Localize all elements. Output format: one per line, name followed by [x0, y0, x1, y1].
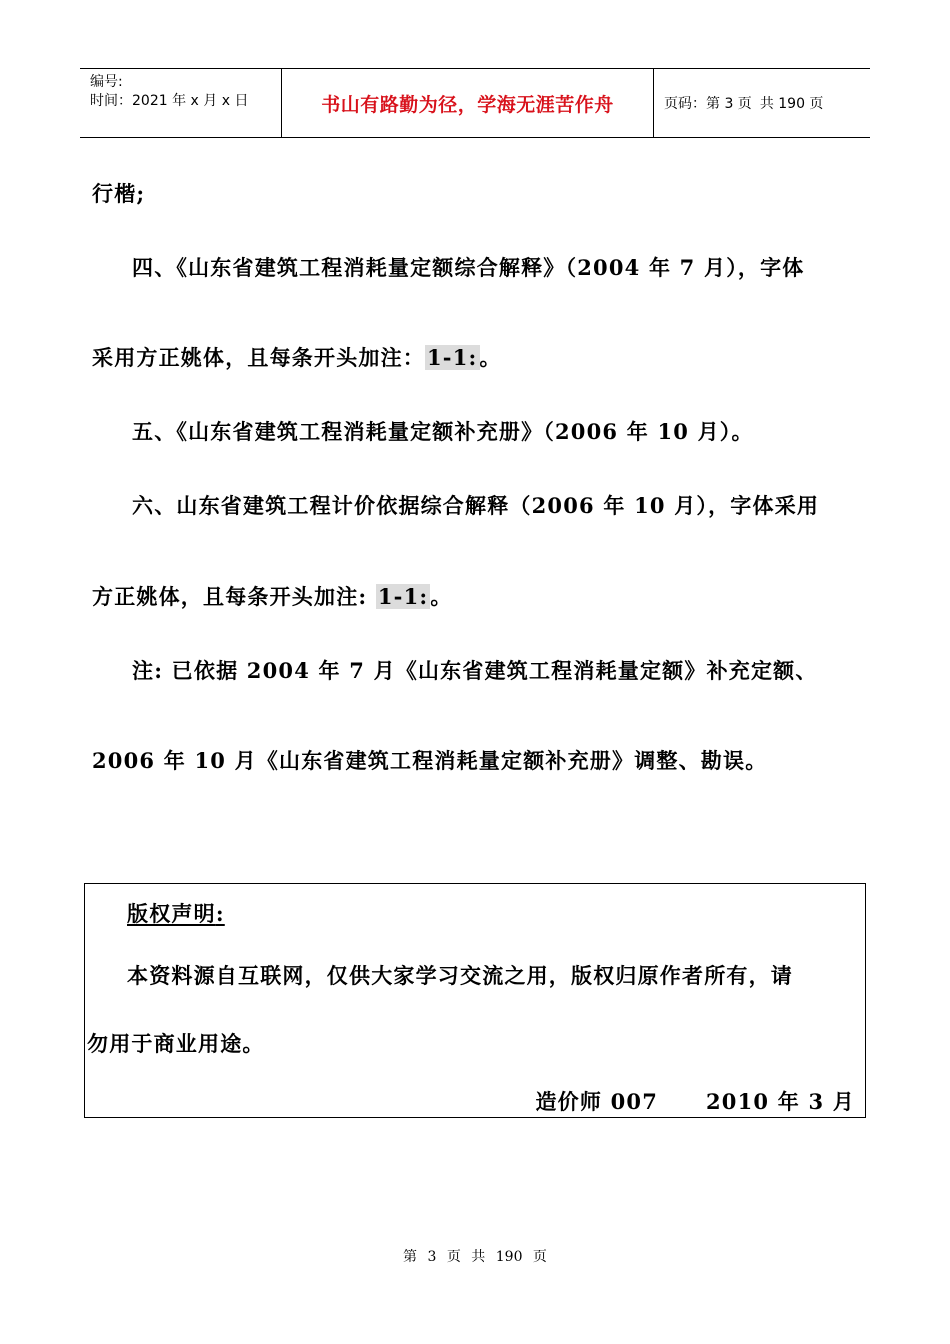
item-6-period: 。: [430, 584, 453, 609]
body-line-font: 行楷;: [92, 181, 146, 206]
item-4-text: 采用方正姚体，且每条开头加注：: [92, 345, 425, 370]
item-4-line-2: [92, 342, 502, 372]
header-meta: [80, 69, 282, 137]
item-5-line: 五、《山东省建筑工程消耗量定额补充册》（2006 年 10 月）。: [132, 419, 754, 444]
item-4-highlight-tag: 1-1:: [427, 345, 478, 370]
header-page-info: [654, 69, 870, 137]
copyright-title-text: 版权声明: [127, 901, 216, 926]
copyright-date: 2010 年 3 月: [706, 1089, 855, 1114]
page-footer: 第 3 页 共 190 页: [403, 1249, 547, 1265]
item-4-line-1: 四、《山东省建筑工程消耗量定额综合解释》（2004 年 7 月），字体: [132, 255, 805, 280]
header-page-total: 共 190 页: [759, 96, 824, 112]
item-4-period: 。: [479, 345, 502, 370]
header-page-number: 页码：第 3 页: [664, 96, 752, 112]
document-number: 编号:: [90, 74, 123, 90]
copyright-author: 造价师 007: [535, 1089, 658, 1114]
copyright-box: [84, 883, 866, 1118]
copyright-signature: [535, 1086, 855, 1116]
copyright-para-line-2: 勿用于商业用途。: [87, 1031, 265, 1056]
copyright-para-line-1: 本资料源自互联网，仅供大家学习交流之用，版权归原作者所有，请: [127, 963, 793, 988]
item-6-line-2: [92, 581, 453, 611]
item-6-text: 方正姚体，且每条开头加注:: [92, 584, 376, 609]
header-motto: 书山有路勤为径，学海无涯苦作舟: [282, 69, 654, 137]
document-time: 时间：2021 年 x 月 x 日: [90, 93, 249, 109]
item-6-line-1: 六、山东省建筑工程计价依据综合解释（2006 年 10 月），字体采用: [132, 493, 820, 518]
note-line-1: 注: 已依据 2004 年 7 月《山东省建筑工程消耗量定额》补充定额、: [132, 658, 818, 683]
copyright-title-colon: :: [215, 901, 225, 926]
page-header: [80, 68, 870, 138]
copyright-title: [127, 898, 225, 928]
item-6-highlight-tag: 1-1:: [377, 584, 429, 609]
note-line-2: 2006 年 10 月《山东省建筑工程消耗量定额补充册》调整、勘误。: [92, 748, 768, 773]
